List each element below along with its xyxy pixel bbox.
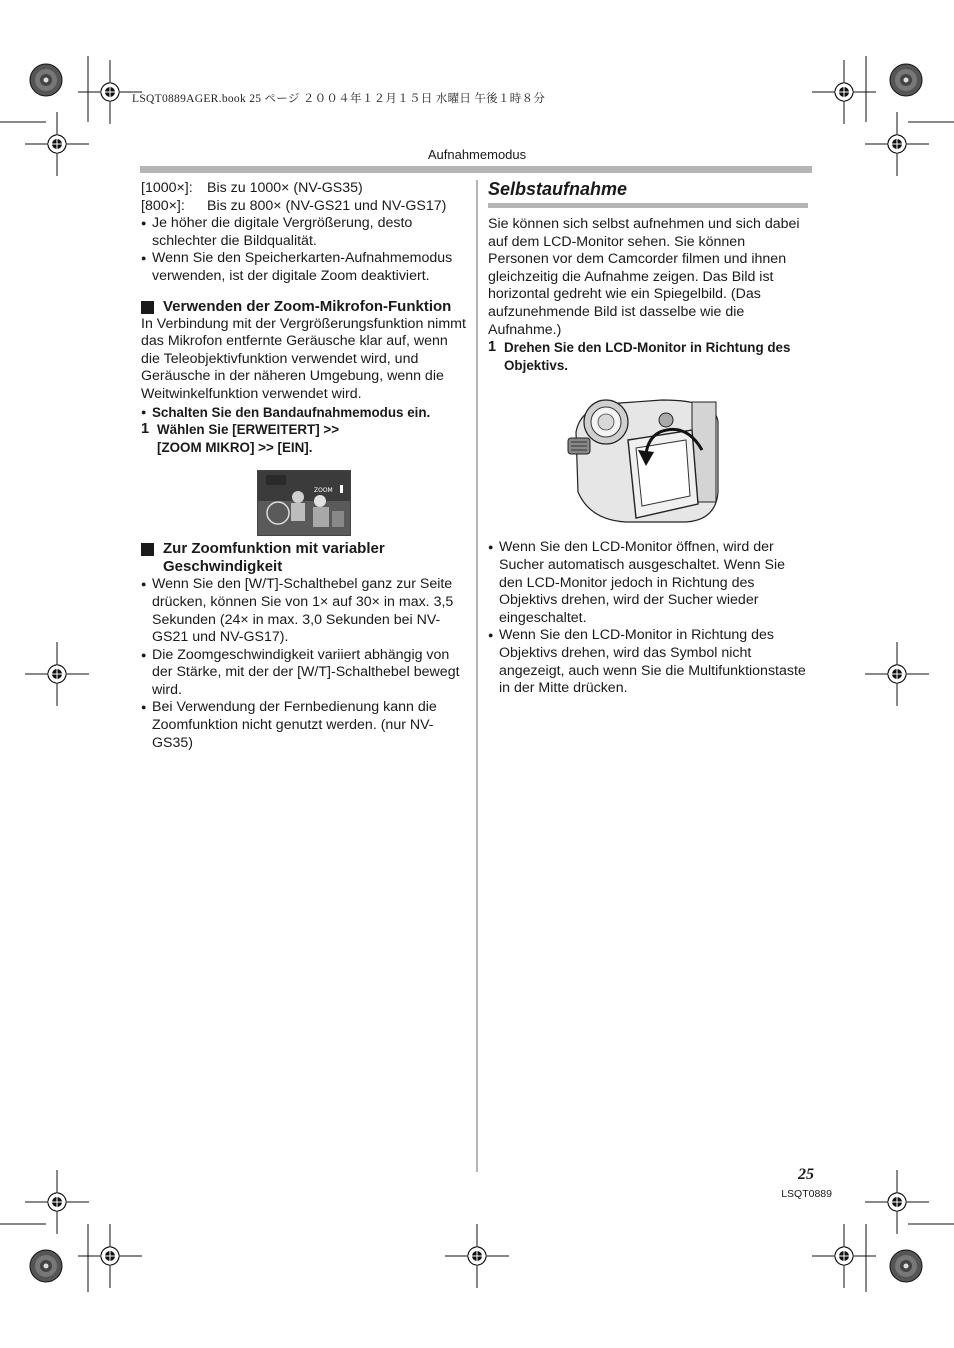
zoom-indicator-label: ZOOM [314,487,333,495]
info-bullet: ● Wenn Sie den LCD-Monitor öffnen, wird der Sucher automatisch ausgeschaltet. Wenn Sie den LCD-Monitor jedoch in Richtung des Objektivs drehen, wird der Sucher wieder eingeschaltet. [488,539,808,627]
paragraph: Sie können sich selbst aufnehmen und sich dabei auf dem LCD-Monitor sehen. Sie können Personen vor dem Camcorder filmen und ihnen gleichzeitig die Aufnahme zeigen. Das Bild ist horizontal gedreht wie ein Spiegelbild. (Das aufzunehmende Bild ist dasselbe wie die Aufnahme.) [488,216,800,338]
info-bullet: ● Die Zoomgeschwindigkeit variiert abhängig von der Stärke, mit der der [W/T]-Schalthebel bewegt wird. [141,647,467,700]
spec-row [141,198,467,216]
spec-key: [1000×]: [141,180,193,196]
spec-value: Bis zu 800× (NV-GS21 und NV-GS17) [207,197,447,214]
zoom-mic-screen-image [257,470,351,536]
page-number: 25 [798,1166,814,1183]
header-rule [140,166,812,173]
book-info-line: LSQT0889AGER.book 25 ページ ２００４年１２月１５日 水曜日 午後１時８分 [132,93,546,105]
step-1: 1 Wählen Sie [ERWEITERT] >> [ZOOM MIKRO] >> [EIN]. [141,421,340,455]
info-bullet: ● Wenn Sie den [W/T]-Schalthebel ganz zur Seite drücken, können Sie von 1× auf 30× in max. 3,5 Sekunden (24× in max. 3,0 Sekunden bei NV-GS21 und NV-GS17). [141,576,467,646]
model-code: LSQT0889 [781,1188,832,1200]
spec-value: Bis zu 1000× (NV-GS35) [207,180,363,196]
note-bullet: ● Wenn Sie den Speicherkarten-Aufnahmemodus verwenden, ist der digitale Zoom deaktiviert. [141,250,467,285]
square-bullet-icon [141,543,154,556]
right-column [488,180,808,698]
section-heading-zoom-mic: Verwenden der Zoom-Mikrofon-Funktion [141,298,467,316]
info-bullet: ● Wenn Sie den LCD-Monitor in Richtung des Objektivs drehen, wird das Symbol nicht angezeigt, auch wenn Sie die Multifunktionstaste in der Mitte drücken. [488,627,808,697]
left-column [141,180,467,752]
spec-key: [800×]: [141,197,185,214]
section-title-self-recording: Selbstaufnahme [488,179,628,199]
note-bullet: ● Je höher die digitale Vergrößerung, desto schlechter die Bildqualität. [141,215,467,250]
running-head: Aufnahmemodus [427,147,527,162]
step-1: 1 Drehen Sie den LCD-Monitor in Richtung des Objektivs. [488,339,791,373]
column-divider [476,180,478,1172]
instruction-bullet: ● Schalten Sie den Bandaufnahmemodus ein. [141,404,467,422]
camcorder-lcd-rotation-illustration [566,392,726,528]
section-heading-variable-zoom: Zur Zoomfunktion mit variabler Geschwindigkeit [141,540,467,576]
screen-photo [258,471,350,535]
paragraph: In Verbindung mit der Vergrößerungsfunktion nimmt das Mikrofon entfernte Geräusche klar auf, wenn die Teleobjektivfunktion verwendet wird, und Geräusche in der näheren Umgebung, wenn die Weitwinkelfunktion verwendet wird. [141,315,466,402]
info-bullet: ● Bei Verwendung der Fernbedienung kann die Zoomfunktion nicht genutzt werden. (nur NV-GS35) [141,699,467,752]
spec-row [141,180,467,198]
title-rule [488,203,808,208]
square-bullet-icon [141,301,154,314]
